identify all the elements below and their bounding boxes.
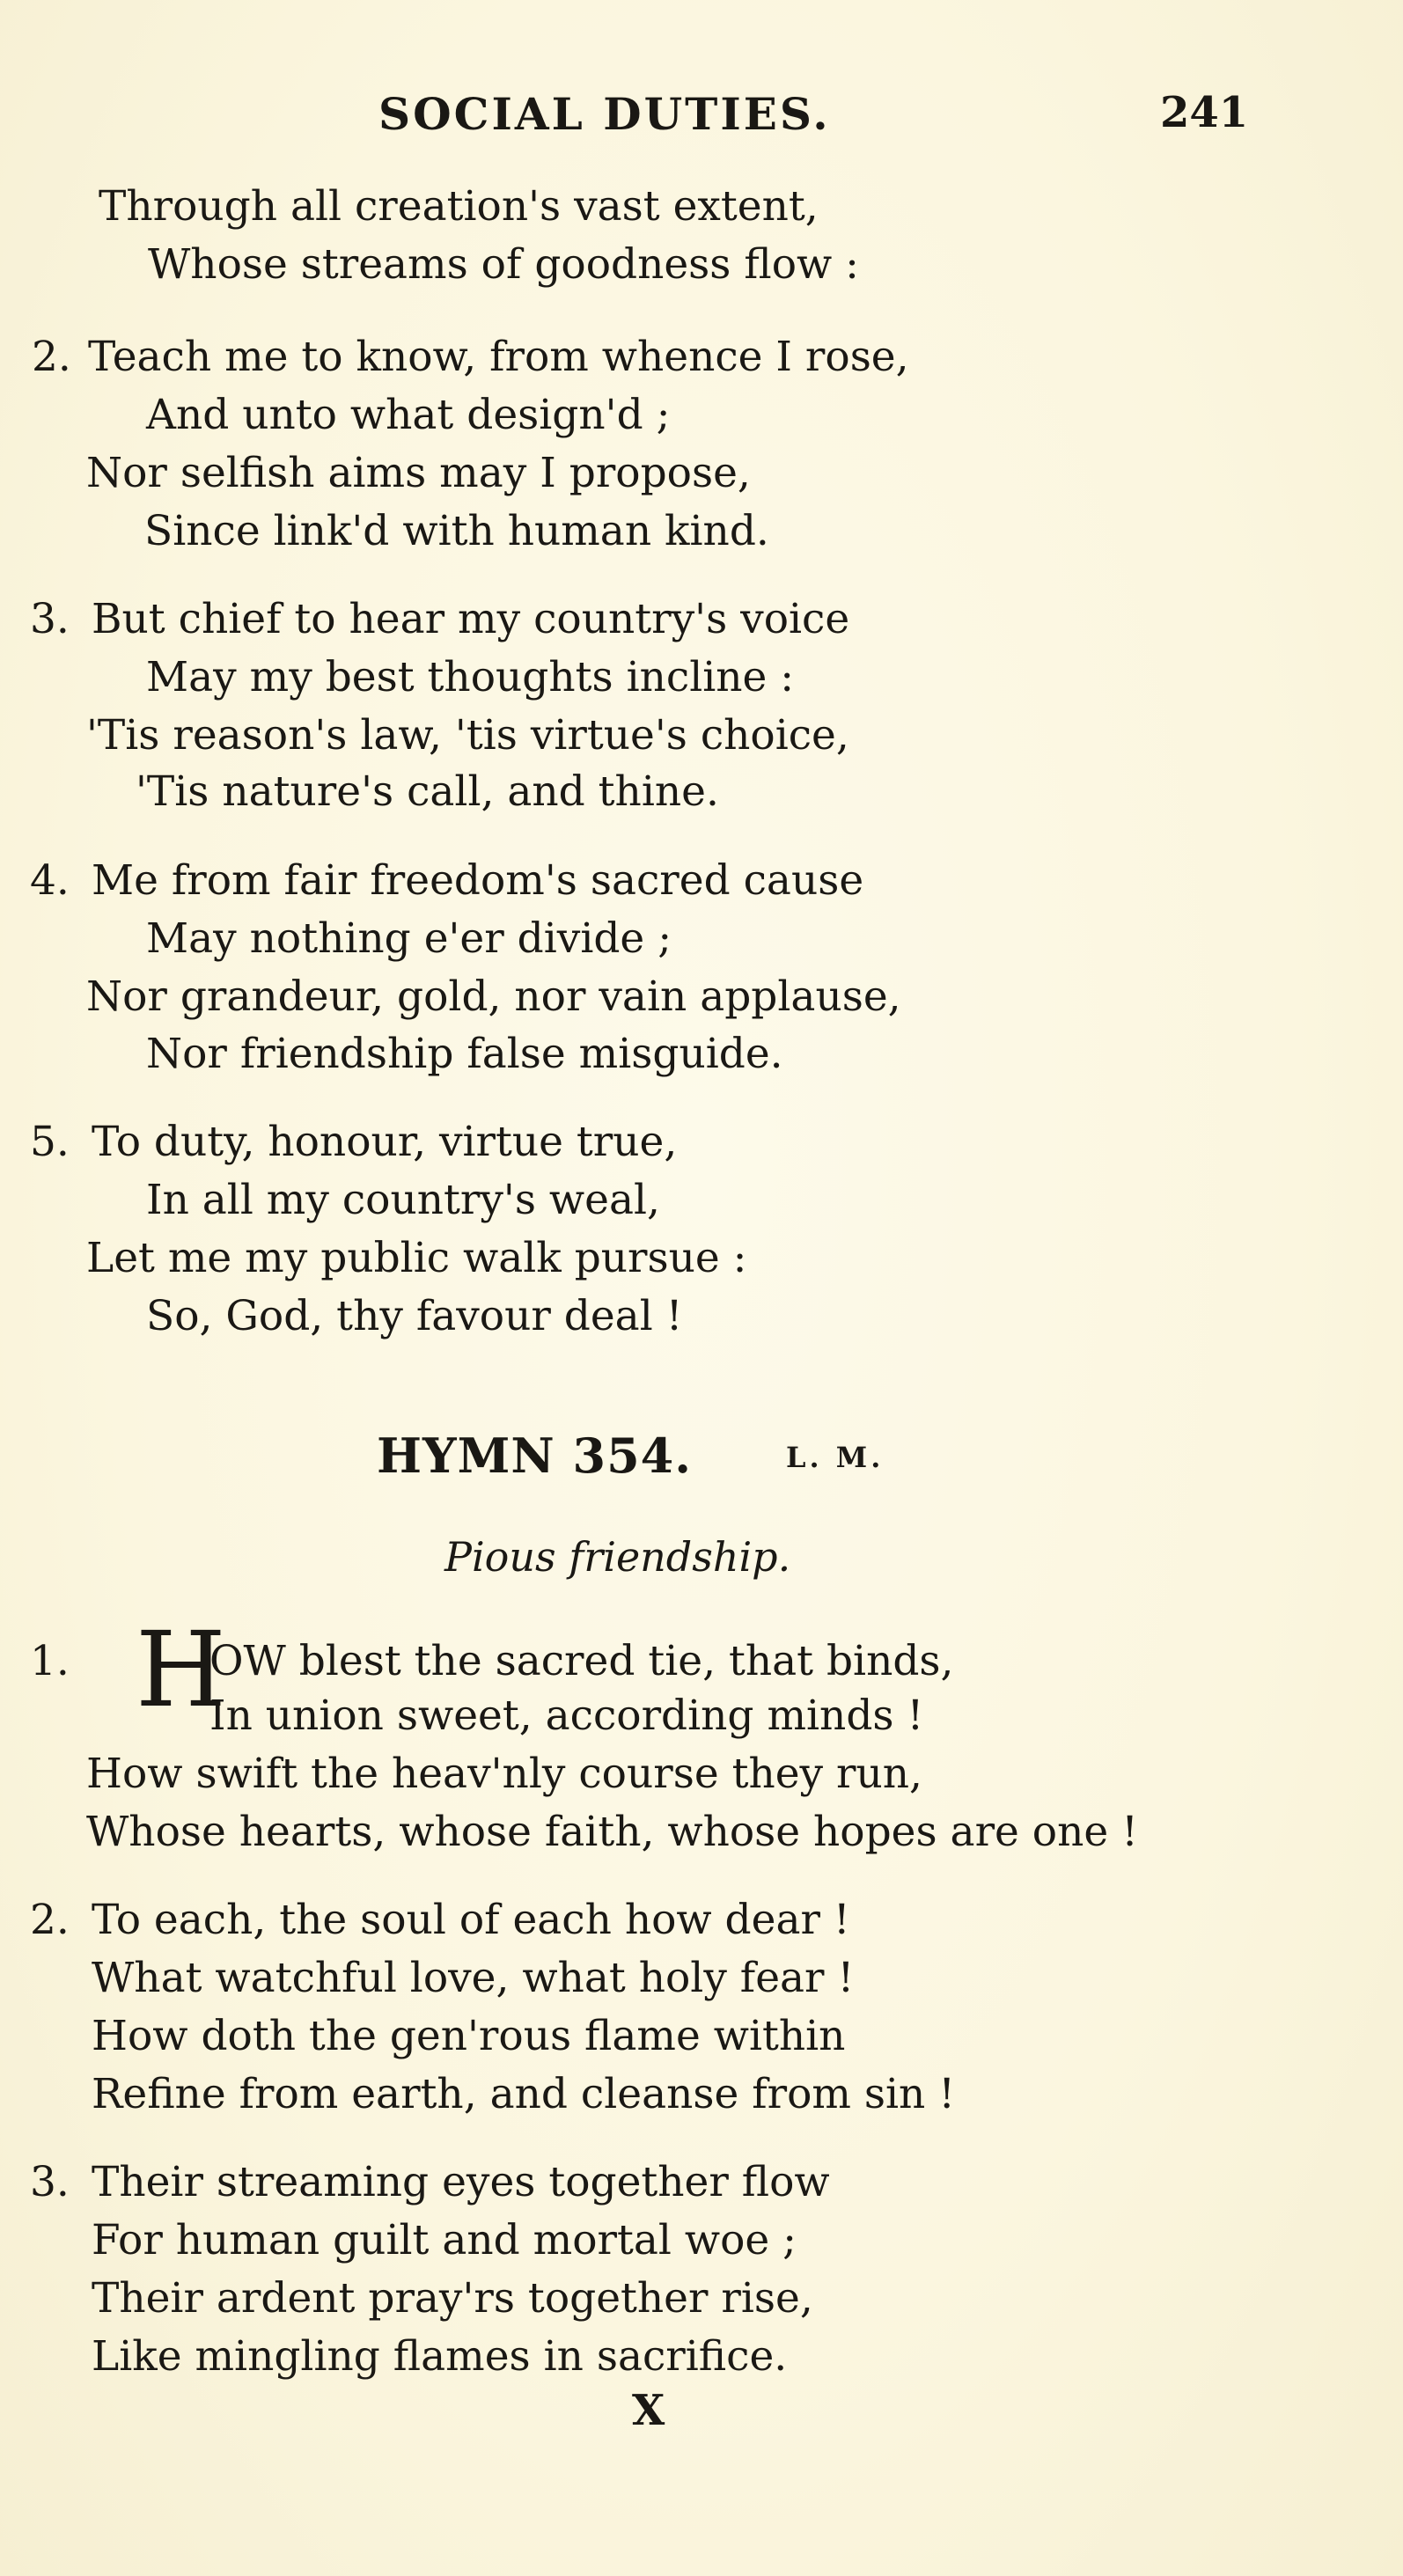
verse-line: Whose hearts, whose faith, whose hopes are one ! <box>86 1808 1139 1856</box>
verse-line: So, God, thy favour deal ! <box>146 1292 683 1340</box>
verse-number: 3. <box>30 595 70 643</box>
verse-line: How doth the gen'rous flame within <box>92 2012 846 2060</box>
verse-line: Teach me to know, from whence I rose, <box>88 333 909 381</box>
hymn-meter: L. M. <box>786 1441 885 1474</box>
verse-line: What watchful love, what holy fear ! <box>92 1954 855 2002</box>
signature-mark: X <box>632 2386 665 2435</box>
verse-number: 2. <box>32 333 71 381</box>
verse-number: 2. <box>30 1896 70 1944</box>
verse-number: 3. <box>30 2158 70 2206</box>
verse-line: Nor selfish aims may I propose, <box>86 449 751 497</box>
verse-line: To each, the soul of each how dear ! <box>92 1896 850 1944</box>
verse-line: But chief to hear my country's voice <box>92 595 850 643</box>
verse-number: 5. <box>30 1118 70 1166</box>
verse-line: And unto what design'd ; <box>146 391 671 439</box>
verse-line: OW blest the sacred tie, that binds, <box>209 1637 954 1685</box>
verse-line: Like mingling flames in sacrifice. <box>92 2332 788 2381</box>
verse-line: Since link'd with human kind. <box>144 507 769 555</box>
hymn-title: HYMN 354. <box>377 1427 693 1484</box>
verse-line: 'Tis reason's law, 'tis virtue's choice, <box>86 711 849 760</box>
verse-line: Their ardent pray'rs together rise, <box>92 2274 813 2323</box>
verse-line: Refine from earth, and cleanse from sin ! <box>92 2070 956 2118</box>
verse-line: In all my country's weal, <box>146 1176 660 1224</box>
verse-line: How swift the heav'nly course they run, <box>86 1750 922 1798</box>
verse-line: Me from fair freedom's sacred cause <box>92 856 864 905</box>
drop-cap: H <box>136 1609 226 1730</box>
verse-line: May my best thoughts incline : <box>146 653 795 701</box>
verse-line: In union sweet, according minds ! <box>209 1692 924 1740</box>
verse-number: 1. <box>30 1637 70 1685</box>
running-header-title: SOCIAL DUTIES. <box>378 88 831 140</box>
page-number: 241 <box>1160 88 1249 137</box>
verse-line: Nor friendship false misguide. <box>146 1030 783 1078</box>
verse-line: Let me my public walk pursue : <box>86 1234 747 1282</box>
verse-line: To duty, honour, virtue true, <box>92 1118 678 1166</box>
verse-number: 4. <box>30 856 70 905</box>
verse-line: May nothing e'er divide ; <box>146 914 672 963</box>
verse-line: 'Tis nature's call, and thine. <box>136 767 719 816</box>
verse-line: Nor grandeur, gold, nor vain applause, <box>86 972 901 1021</box>
continuation-line: Whose streams of goodness flow : <box>148 240 859 289</box>
hymn-subtitle: Pious friendship. <box>444 1533 791 1581</box>
continuation-line: Through all creation's vast extent, <box>99 182 819 231</box>
verse-line: Their streaming eyes together flow <box>92 2158 830 2206</box>
verse-line: For human guilt and mortal woe ; <box>92 2216 797 2264</box>
